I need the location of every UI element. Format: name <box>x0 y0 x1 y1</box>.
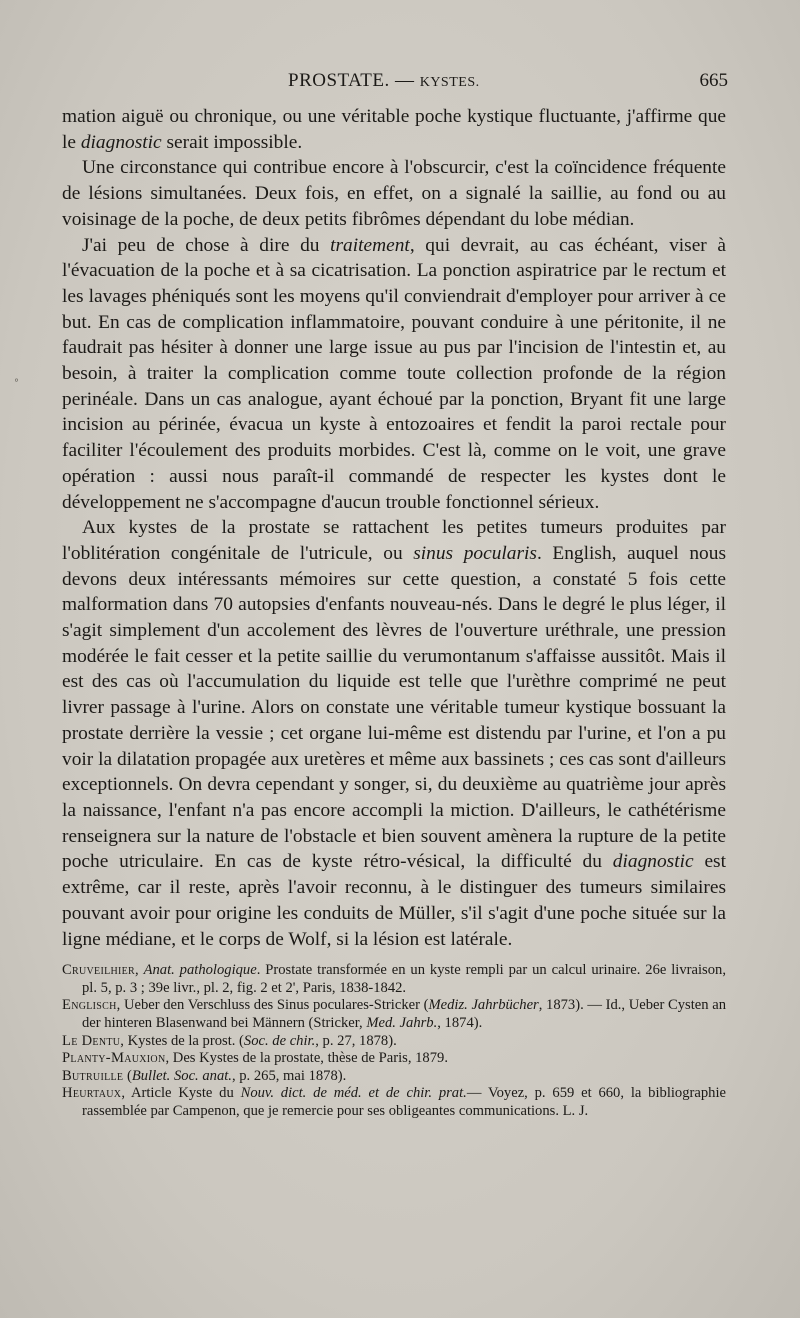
text-run: , p. 27, 1878). <box>315 1032 397 1049</box>
bibliography-entry <box>62 1050 726 1068</box>
author-name: Planty-Mauxion <box>62 1050 166 1067</box>
text-run: mation aiguë ou chronique, ou une véritable poche kystique fluctuante, j'affirme que le <box>62 106 726 153</box>
running-title <box>288 70 480 92</box>
margin-mark: ° <box>14 378 19 389</box>
author-name: Cruveilhier <box>62 962 136 979</box>
paragraph <box>62 104 726 155</box>
italic-text: Med. Jahrb. <box>366 1014 438 1031</box>
text-run: ( <box>123 1067 132 1084</box>
page-number: 665 <box>699 70 728 91</box>
text-run: Une circonstance qui contribue encore à l'obscurcir, c'est la coïncidence fréquente de lésions simultanées. Deux fois, en effet, on a signalé la saillie, au fond ou au voisinage de la poche, de deux petits fibrômes dépendant du lobe médian. <box>62 157 726 230</box>
text-run: . English, auquel nous devons deux intéressants mémoires sur cette question, a constaté 5 fois cette malformation dans 70 autopsies d'enfants nouveau-nés. Dans le degré le plus léger, il s'agit simplement d'un accolement des lèvres de l'ouverture uréthrale, une pression modérée le fait cesser et la petite saillie du verumontanum s'affaisse aussitôt. Mais il est des cas où l'accumulation du liquide est telle que l'urèthre comprimé ne peut livrer passage à l'urine. Alors on constate une véritable tumeur kystique bossuant la prostate derrière la vessie ; cet organe lui-même est distendu par l'urine, et l'on a pu voir la dilatation propagée aux uretères et même aux bassinets ; ces cas sont d'ailleurs exceptionnels. On devra cependant y songer, si, du deuxième au quatrième jour après la naissance, l'enfant n'a pas encore accompli la miction. D'ailleurs, le cathétérisme renseignera sur la nature de l'obstacle et bien souvent amènera la rupture de la petite poche utriculaire. En cas de kyste rétro-vésical, la difficulté du <box>62 542 726 873</box>
text-run: , p. 265, mai 1878). <box>231 1067 347 1084</box>
text-run: , 1874). <box>437 1014 483 1031</box>
italic-text: Anat. pathologique <box>143 962 257 979</box>
bibliography-entry <box>62 1085 726 1120</box>
author-name: Butruille <box>62 1067 124 1084</box>
bibliography-entry <box>62 1068 726 1086</box>
text-run: est extrême, car il reste, après l'avoir reconnu, à le distinguer des tumeurs similaires pouvant avoir pour origine les conduits de Müller, s'il s'agit d'une poche située sur la ligne médiane, et le corps de Wolf, si la lésion est latérale. <box>62 851 726 950</box>
text-run: , Ueber den Verschluss des Sinus poculares-Stricker ( <box>116 997 429 1014</box>
bibliography-entry <box>62 962 726 997</box>
paragraph <box>62 233 726 516</box>
italic-text: Soc. de chir. <box>243 1032 316 1049</box>
paragraph <box>62 155 726 232</box>
running-header <box>62 70 728 92</box>
author-name: Englisch <box>62 997 117 1014</box>
italic-text: sinus pocularis <box>413 542 537 564</box>
text-run: Aux kystes de la prostate se rattachent les petites tumeurs produites par l'oblitération congénitale de l'utricule, ou <box>62 517 726 564</box>
italic-text: traitement <box>330 234 410 256</box>
running-title-section: KYSTES. <box>419 75 480 90</box>
text-run: J'ai peu de chose à dire du <box>82 234 331 256</box>
running-title-main: PROSTATE. — <box>288 70 420 91</box>
italic-text: diagnostic <box>612 851 694 873</box>
bibliography-entry <box>62 997 726 1032</box>
italic-text: Bullet. Soc. anat. <box>131 1067 232 1084</box>
italic-text: diagnostic <box>80 131 162 153</box>
text-run: , Des Kystes de la prostate, thèse de Paris, 1879. <box>165 1050 448 1067</box>
author-name: Le Dentu <box>62 1032 121 1049</box>
text-run: . Prostate transformée en un kyste rempli par un calcul urinaire. 26e livraison, pl. 5, p. 3 ; 39e livr., pl. 2, fig. 2 et 2', Paris, 1838-1842. <box>82 962 726 996</box>
bibliography <box>62 962 726 1120</box>
author-name: Heurtaux <box>62 1085 122 1102</box>
text-run: , qui devrait, au cas échéant, viser à l'évacuation de la poche et à sa cicatrisation. La ponction aspiratrice par le rectum et les lavages phéniqués sont les moyens qu'il conviendrait d'employer pour arriver à ce but. En cas de complication inflammatoire, pouvant conduire à une péritonite, il ne faudrait pas hésiter à donner une large issue au pus par l'incision de l'intestin et, au besoin, à traiter la complication comme toute collection profonde de la région perinéale. Dans un cas analogue, ayant échoué par la ponction, Bryant fit une large incision au périnée, évacua un kyste à entozoaires et fendit la paroi rectale pour faciliter l'écoulement des produits morbides. C'est là, comme on le voit, une grave opération : aussi nous paraît-il commandé de respecter les kystes dont le développement ne s'accompagne d'aucun trouble fonctionnel sérieux. <box>62 234 727 513</box>
text-run: — Voyez, p. 659 et 660, la bibliographie rassemblée par Campenon, que je remercie pour ses obligeantes communications. L. J. <box>82 1085 726 1119</box>
text-run: , 1873). — Id., Ueber Cysten an der hinteren Blasenwand bei Männern (Stricker, <box>82 997 726 1031</box>
body-text <box>62 104 726 952</box>
italic-text: Mediz. Jahrbücher <box>428 997 539 1014</box>
italic-text: Nouv. dict. de méd. et de chir. prat. <box>240 1085 467 1102</box>
paragraph <box>62 515 726 952</box>
text-run: , Kystes de la prost. ( <box>120 1032 244 1049</box>
bibliography-entry <box>62 1033 726 1051</box>
text-run: , <box>135 962 144 979</box>
text-run: , Article Kyste du <box>121 1085 241 1102</box>
text-run: serait impossible. <box>161 131 303 153</box>
